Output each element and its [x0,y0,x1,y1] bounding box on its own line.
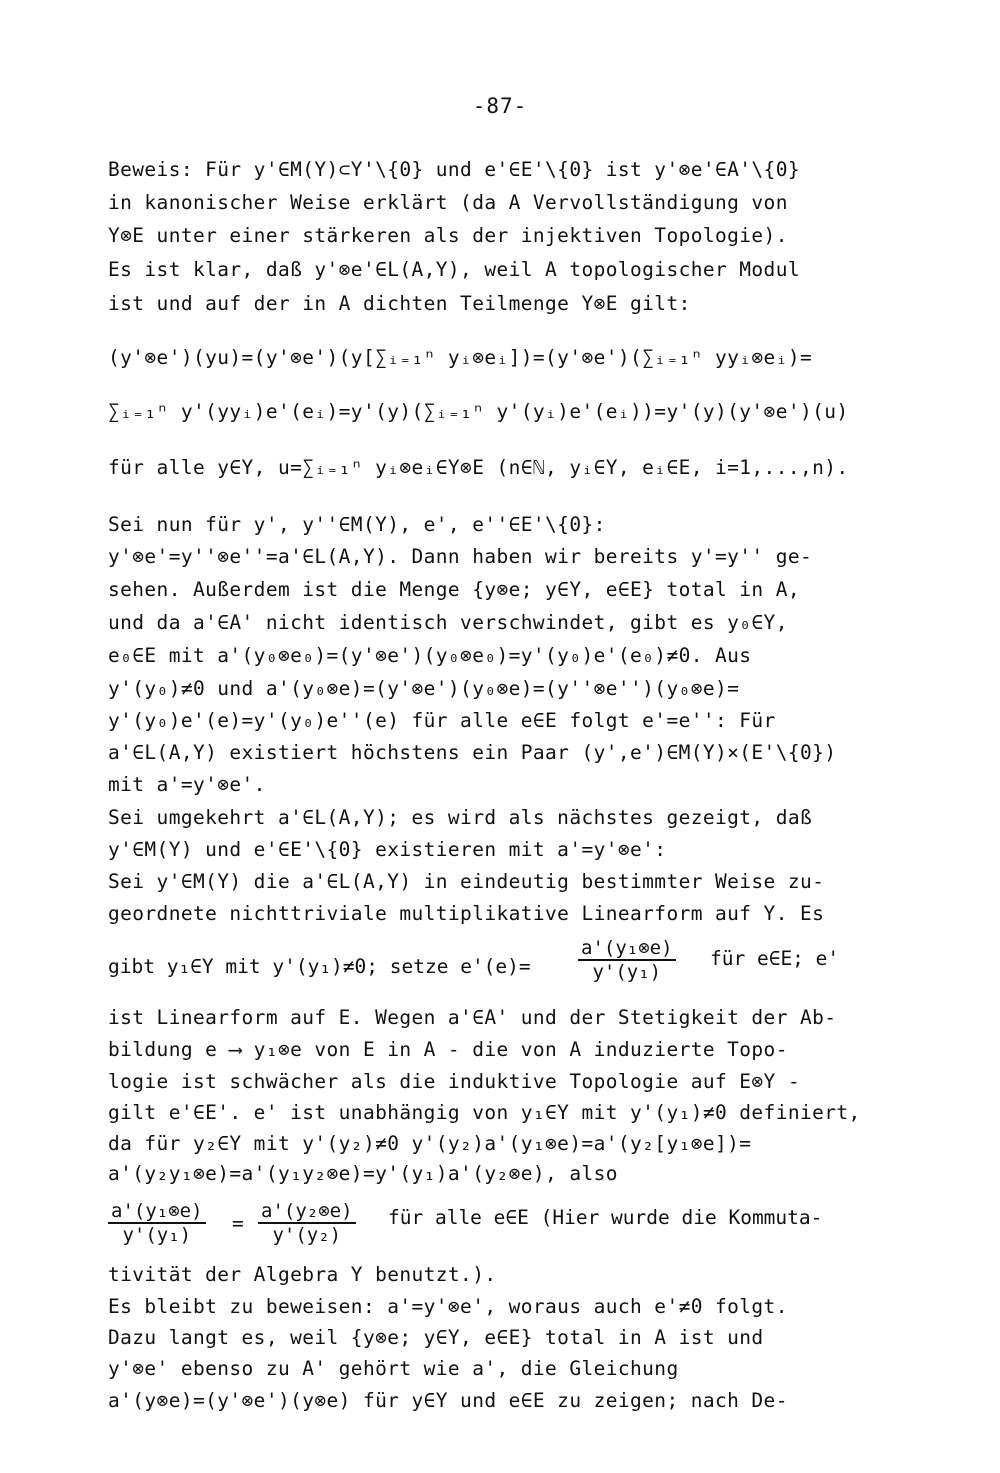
text-line: a'(y₂y₁⊗e)=a'(y₁y₂⊗e)=y'(y₁)a'(y₂⊗e), also [108,1162,618,1185]
lhs-fraction [108,1200,206,1246]
fraction-denominator: y'(y₂) [272,1224,342,1246]
text-line: Sei umgekehrt a'∈L(A,Y); es wird als nächstes gezeigt, daß [108,806,813,829]
text-line: da für y₂∈Y mit y'(y₂)≠0 y'(y₂)a'(y₁⊗e)=a'(y₂[y₁⊗e])= [108,1132,752,1155]
text-line: y'⊗e'=y''⊗e''=a'∈L(A,Y). Dann haben wir bereits y'=y'' ge- [108,545,813,568]
text-line: logie ist schwächer als die induktive Topologie auf E⊗Y - [108,1070,800,1093]
text-line: Es bleibt zu beweisen: a'=y'⊗e', woraus auch e'≠0 folgt. [108,1295,788,1318]
formula-line: (y'⊗e')(yu)=(y'⊗e')(y[∑ᵢ₌₁ⁿ yᵢ⊗eᵢ])=(y'⊗e')(∑ᵢ₌₁ⁿ yyᵢ⊗eᵢ)= [108,346,813,369]
text-line: Es ist klar, daß y'⊗e'∈L(A,Y), weil A topologischer Modul [108,258,800,281]
fraction-numerator: a'(y₂⊗e) [258,1200,356,1224]
text-line: Dazu langt es, weil {y⊗e; y∈Y, e∈E} total in A ist und [108,1326,764,1349]
text-line: y'(y₀)e'(e)=y'(y₀)e''(e) für alle e∈E folgt e'=e'': Für [108,709,776,732]
text-line: e₀∈E mit a'(y₀⊗e₀)=(y'⊗e')(y₀⊗e₀)=y'(y₀)e'(e₀)≠0. Aus [108,644,752,667]
text-line: in kanonischer Weise erklärt (da A Vervollständigung von [108,191,788,214]
definition-text: gibt y₁∈Y mit y'(y₁)≠0; setze e'(e)= [108,955,531,978]
text-line: a'∈L(A,Y) existiert höchstens ein Paar (y',e')∈M(Y)×(E'\{0}) [108,741,837,764]
text-line: Beweis: Für y'∈M(Y)⊂Y'\{0} und e'∈E'\{0} ist y'⊗e'∈A'\{0} [108,158,800,181]
page-number: -87- [472,94,528,118]
definition-line [108,937,898,995]
text-line: geordnete nichttriviale multiplikative Linearform auf Y. Es [108,902,825,925]
text-line: y'∈M(Y) und e'∈E'\{0} existieren mit a'=y'⊗e': [108,838,667,861]
definition-fraction [578,937,676,983]
text-line: ist Linearform auf E. Wegen a'∈A' und der Stetigkeit der Ab- [108,1006,837,1029]
fraction-denominator: y'(y₁) [122,1224,192,1246]
fraction-equation-line [108,1200,898,1250]
text-line: Y⊗E unter einer stärkeren als der injektiven Topologie). [108,224,788,247]
text-line: ist und auf der in A dichten Teilmenge Y⊗E gilt: [108,292,691,315]
text-line: y'⊗e' ebenso zu A' gehört wie a', die Gleichung [108,1357,679,1380]
fraction-numerator: a'(y₁⊗e) [578,937,676,961]
text-line: sehen. Außerdem ist die Menge {y⊗e; y∈Y, e∈E} total in A, [108,578,800,601]
text-line: bildung e ⟶ y₁⊗e von E in A - die von A induzierte Topo- [108,1038,788,1061]
text-line: Sei y'∈M(Y) die a'∈L(A,Y) in eindeutig bestimmter Weise zu- [108,870,825,893]
rhs-fraction [258,1200,356,1246]
fraction-numerator: a'(y₁⊗e) [108,1200,206,1224]
text-line: Sei nun für y', y''∈M(Y), e', e''∈E'\{0}: [108,513,606,536]
text-line: mit a'=y'⊗e'. [108,773,266,796]
equals-sign: = [232,1212,244,1235]
formula-line: ∑ᵢ₌₁ⁿ y'(yyᵢ)e'(eᵢ)=y'(y)(∑ᵢ₌₁ⁿ y'(yᵢ)e'(eᵢ))=y'(y)(y'⊗e')(u) [108,400,849,423]
fraction-line-tail: für alle e∈E (Hier wurde die Kommuta- [388,1206,823,1229]
text-line: y'(y₀)≠0 und a'(y₀⊗e)=(y'⊗e')(y₀⊗e)=(y''⊗e'')(y₀⊗e)= [108,677,740,700]
text-line: und da a'∈A' nicht identisch verschwindet, gibt es y₀∈Y, [108,611,788,634]
text-line: tivität der Algebra Y benutzt.). [108,1263,497,1286]
text-line: gilt e'∈E'. e' ist unabhängig von y₁∈Y mit y'(y₁)≠0 definiert, [108,1101,861,1124]
fraction-denominator: y'(y₁) [592,961,662,983]
definition-tail: für e∈E; e' [710,947,840,970]
text-line: a'(y⊗e)=(y'⊗e')(y⊗e) für y∈Y und e∈E zu zeigen; nach De- [108,1389,788,1412]
formula-line: für alle y∈Y, u=∑ᵢ₌₁ⁿ yᵢ⊗eᵢ∈Y⊗E (n∈ℕ, yᵢ∈Y, eᵢ∈E, i=1,...,n). [108,456,849,479]
